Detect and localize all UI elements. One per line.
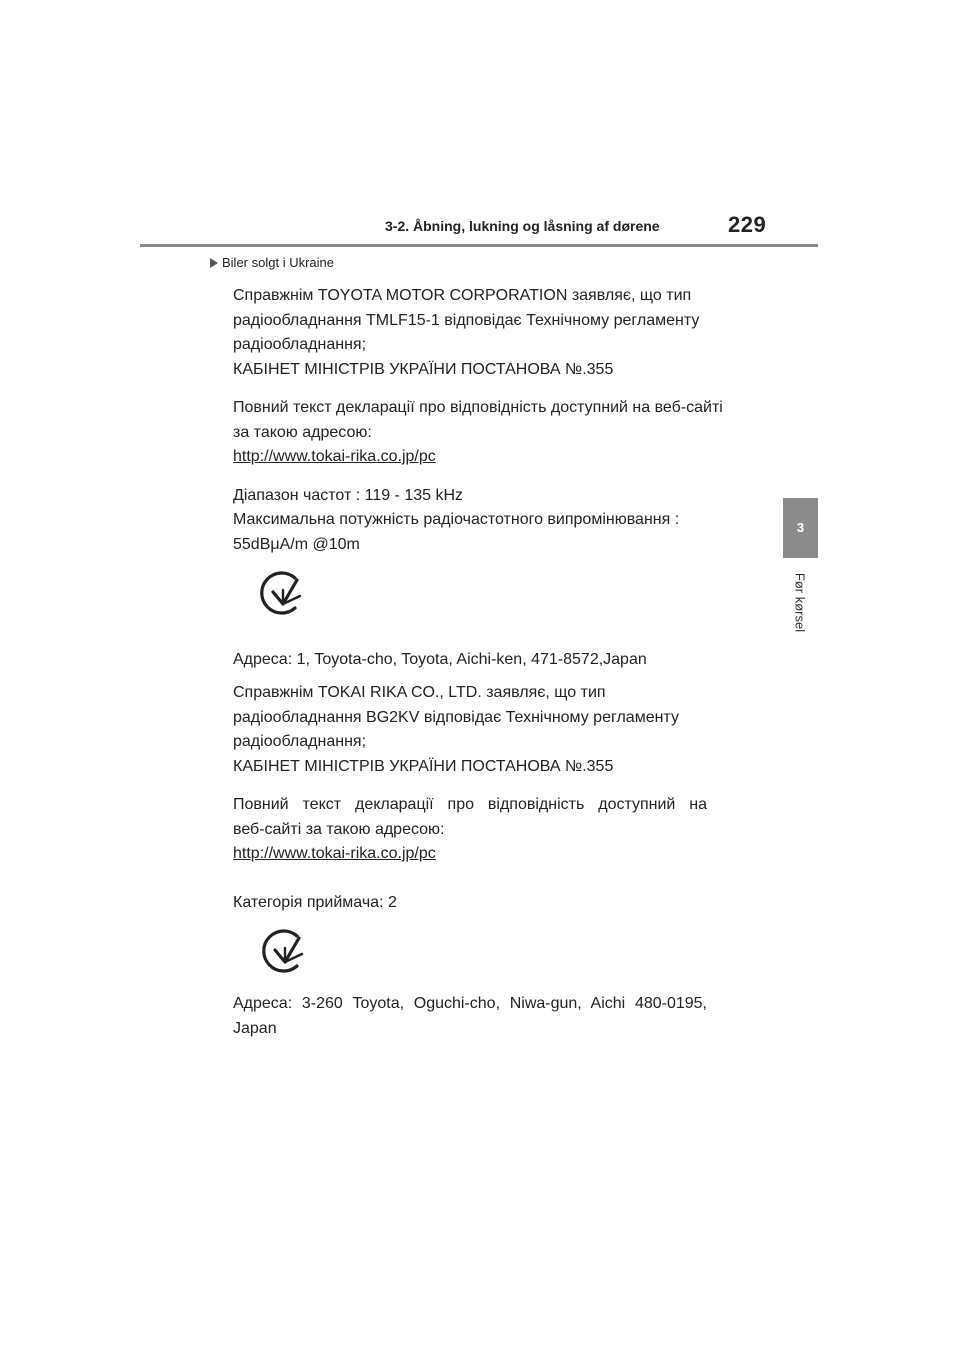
spacer [233, 470, 731, 484]
conformity-mark-icon [256, 568, 306, 618]
text-line: КАБІНЕТ МІНІСТРІВ УКРАЇНИ ПОСТАНОВА №.355 [233, 757, 614, 775]
running-header-title: 3-2. Åbning, lukning og låsning af dørene [385, 218, 660, 234]
text-line: Діапазон частот : 119 - 135 kHz [233, 486, 464, 504]
address-text: Адреса: 3-260 Toyota, Oguchi-cho, Niwa-gun, Aichi 480-0195, [233, 995, 707, 1012]
address-text: Japan [233, 1019, 277, 1037]
spacer [233, 867, 707, 891]
chapter-tab-number: 3 [796, 520, 805, 535]
section-heading-text: Biler solgt i Ukraine [222, 255, 334, 270]
declaration-url-link[interactable]: http://www.tokai-rika.co.jp/pc [233, 845, 436, 862]
section-heading [210, 255, 334, 270]
text-line: радіообладнання; [233, 733, 367, 750]
spacer [233, 779, 707, 793]
address-block-toyota [233, 648, 731, 673]
header-divider [140, 244, 818, 247]
text-line: радіообладнання TMLF15-1 відповідає Технічному регламенту [233, 311, 700, 329]
spacer [233, 382, 731, 396]
text-line: радіообладнання; [233, 336, 367, 353]
text-line: 55dBμA/m @10m [233, 535, 360, 553]
conformity-mark-icon [258, 926, 308, 976]
text-line: Повний текст декларації про відповідність доступний на [233, 796, 707, 813]
triangle-bullet-icon [210, 258, 218, 268]
text-line: КАБІНЕТ МІНІСТРІВ УКРАЇНИ ПОСТАНОВА №.355 [233, 360, 614, 378]
page-number: 229 [728, 212, 767, 237]
text-line: Повний текст декларації про відповідність доступний на веб-сайті [233, 399, 723, 416]
address-text: Адреса: 1, Toyota-cho, Toyota, Aichi-ken, 471-8572,Japan [233, 651, 647, 668]
declaration-block-toyota [233, 284, 731, 557]
text-line: Максимальна потужність радіочастотного випромінювання : [233, 511, 680, 528]
text-line: Справжнім TOYOTA MOTOR CORPORATION заявляє, що тип [233, 287, 692, 304]
declaration-block-tokai-rika [233, 681, 707, 915]
text-line: Категорія приймача: 2 [233, 893, 397, 911]
declaration-url-link[interactable]: http://www.tokai-rika.co.jp/pc [233, 448, 436, 465]
text-line: радіообладнання BG2KV відповідає Технічному регламенту [233, 708, 679, 726]
chapter-tab [783, 498, 818, 558]
address-block-tokai-rika [233, 992, 707, 1041]
text-line: за такою адресою: [233, 423, 372, 441]
chapter-label: Før kørsel [792, 572, 808, 633]
text-line: веб-сайті за такою адресою: [233, 820, 445, 838]
text-line: Справжнім TOKAI RIKA CO., LTD. заявляє, що тип [233, 684, 606, 701]
